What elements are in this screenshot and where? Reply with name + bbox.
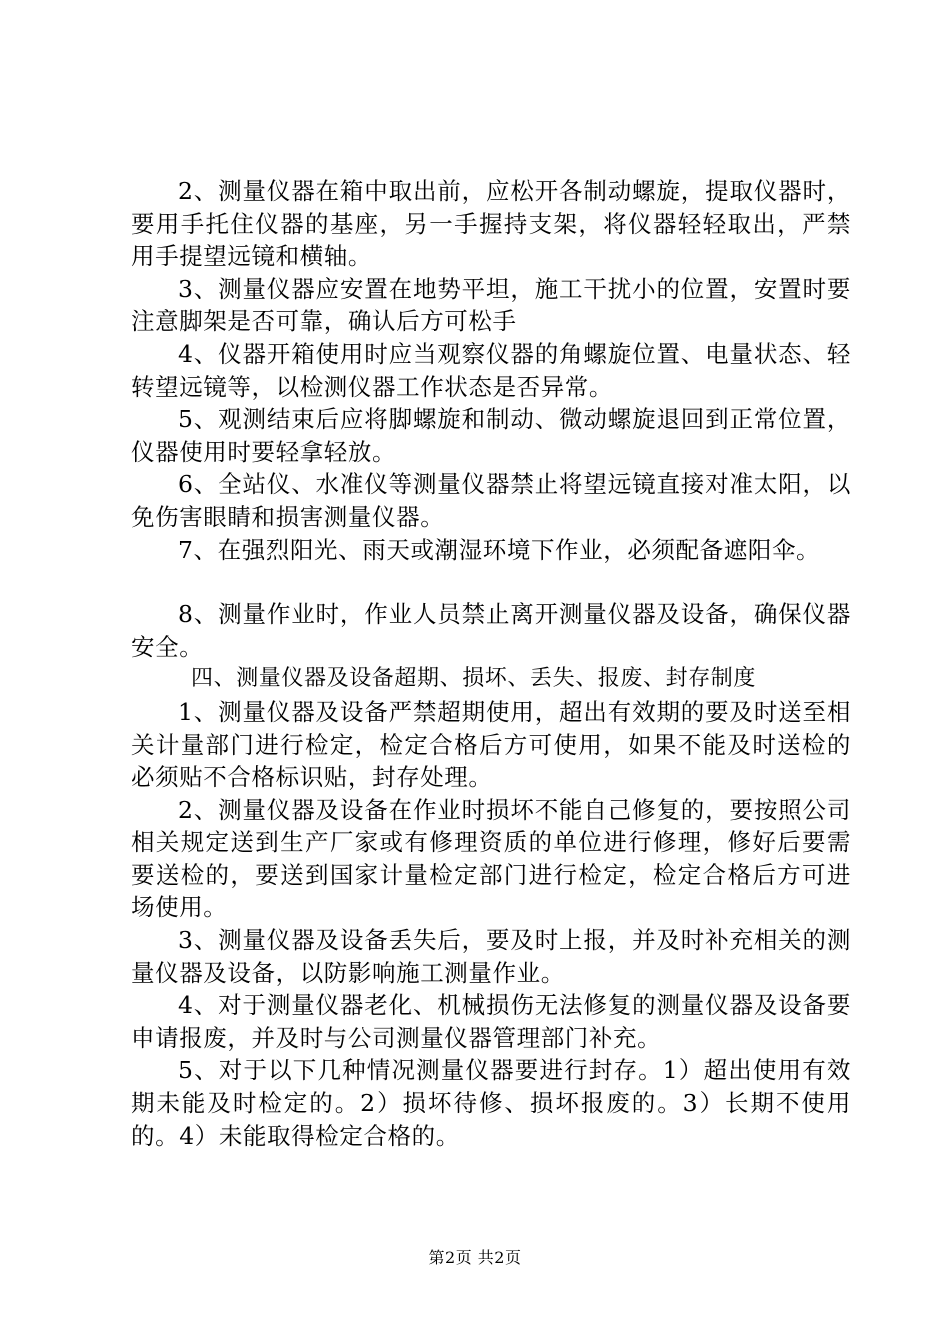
- document-body: [131, 175, 851, 1152]
- section4-item-3: 3、测量仪器及设备丢失后，要及时上报，并及时补充相关的测量仪器及设备，以防影响施工测量作业。: [131, 926, 851, 987]
- section4-item-1: 1、测量仪器及设备严禁超期使用，超出有效期的要及时送至相关计量部门进行检定，检定合格后方可使用，如果不能及时送检的必须贴不合格标识贴，封存处理。: [131, 697, 851, 792]
- paragraph-item-4: 4、仪器开箱使用时应当观察仪器的角螺旋位置、电量状态、轻转望远镜等，以检测仪器工作状态是否异常。: [131, 339, 851, 401]
- section-heading-4: 四、测量仪器及设备超期、损坏、丢失、报废、封存制度: [191, 666, 757, 692]
- paragraph-item-6: 6、全站仪、水准仪等测量仪器禁止将望远镜直接对准太阳，以免伤害眼睛和损害测量仪器。: [131, 470, 851, 531]
- paragraph-item-7: 7、在强烈阳光、雨天或潮湿环境下作业，必须配备遮阳伞。: [178, 535, 821, 564]
- section4-item-4: 4、对于测量仪器老化、机械损伤无法修复的测量仪器及设备要申请报废，并及时与公司测量仪器管理部门补充。: [131, 991, 851, 1052]
- paragraph-item-5: 5、观测结束后应将脚螺旋和制动、微动螺旋退回到正常位置，仪器使用时要轻拿轻放。: [131, 405, 851, 466]
- paragraph-item-3: 3、测量仪器应安置在地势平坦，施工干扰小的位置，安置时要注意脚架是否可靠，确认后方可松手: [131, 274, 851, 336]
- section4-item-5: 5、对于以下几种情况测量仪器要进行封存。1）超出使用有效期未能及时检定的。2）损坏待修、损坏报废的。3）长期不使用的。4）未能取得检定合格的。: [131, 1056, 851, 1150]
- paragraph-item-8: 8、测量作业时，作业人员禁止离开测量仪器及设备，确保仪器安全。: [131, 600, 851, 661]
- paragraph-item-2: 2、测量仪器在箱中取出前，应松开各制动螺旋，提取仪器时，要用手托住仪器的基座，另一手握持支架，将仪器轻轻取出，严禁用手提望远镜和横轴。: [131, 177, 851, 271]
- section4-item-2: 2、测量仪器及设备在作业时损坏不能自己修复的，要按照公司相关规定送到生产厂家或有修理资质的单位进行修理，修好后要需要送检的，要送到国家计量检定部门进行检定，检定合格后方可进场使用。: [131, 795, 851, 922]
- page-footer: 第2页 共2页: [428, 1248, 522, 1267]
